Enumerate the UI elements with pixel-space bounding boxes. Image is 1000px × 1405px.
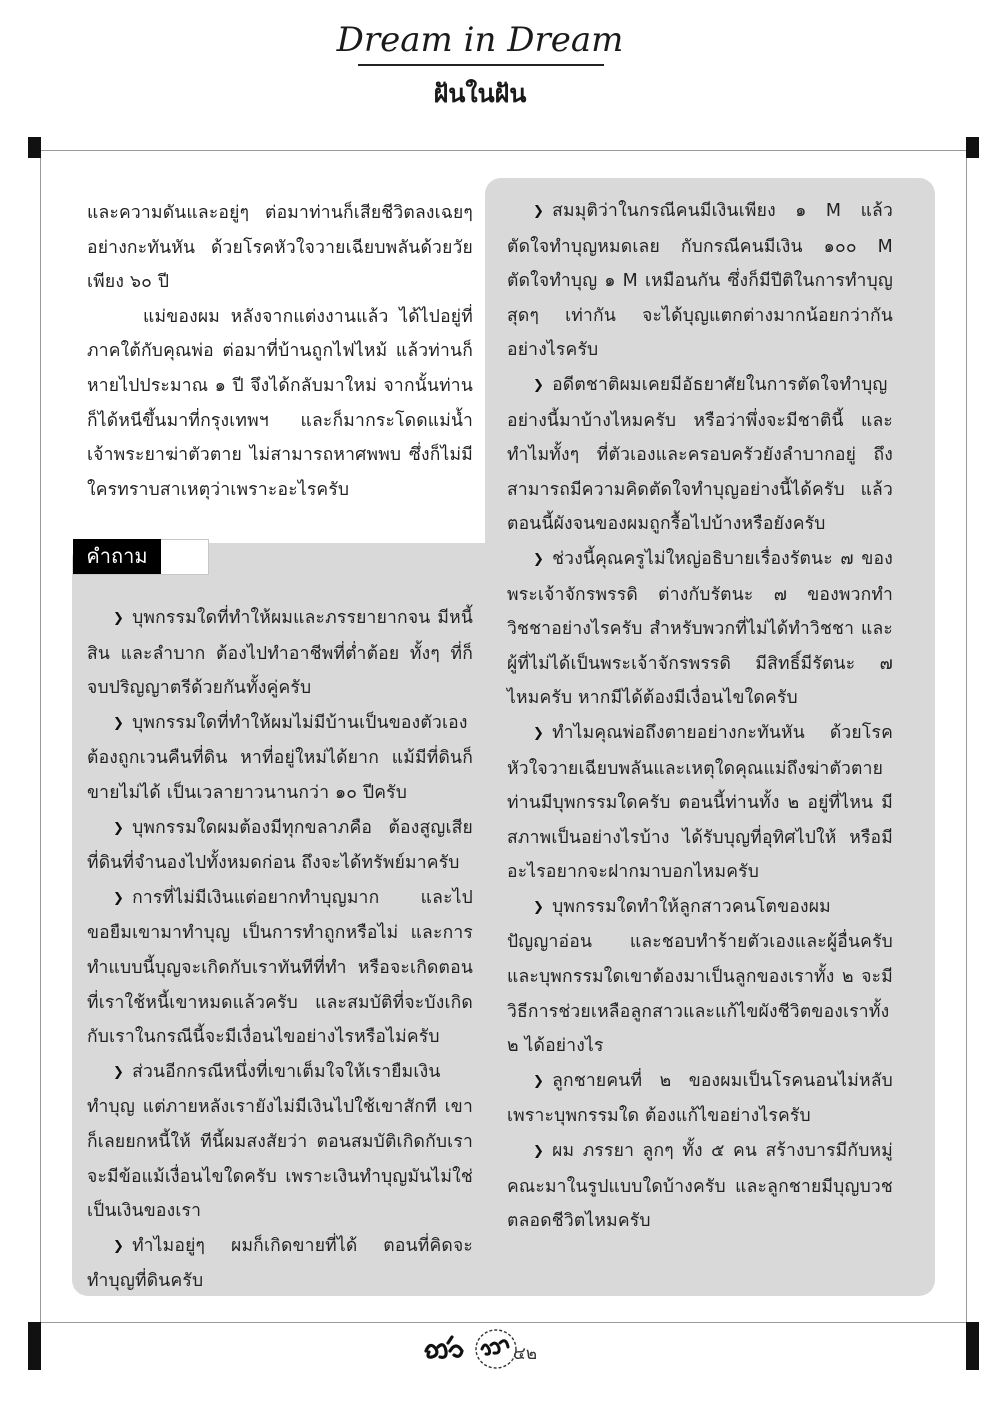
paragraph-father: และความดันและอยู่ๆ ต่อมาท่านก็เสียชีวิตลงเฉยๆ อย่างกะทันหัน ด้วยโรคหัวใจวายเฉียบพลันด้วยวัยเพียง ๖๐ ปี [87,203,473,293]
arrow-bullet-icon: ❯ [113,715,125,731]
arrow-bullet-icon: ❯ [533,1073,545,1089]
question-text: บุพกรรมใดทำให้ลูกสาวคนโตของผมปัญญาอ่อน และชอบทำร้ายตัวเองและผู้อื่นครับ และบุพกรรมใดเขาต้องมาเป็นลูกของเราทั้ง ๒ จะมีวิธีการช่วยเหลือลูกสาวและแก้ไขผังชีวิตของเราทั้ง ๒ ได้อย่างไร [507,896,893,1057]
question-text: บุพกรรมใดผมต้องมีทุกขลาภคือ ต้องสูญเสียที่ดินที่จำนองไปทั้งหมดก่อน ถึงจะได้ทรัพย์มาครับ [87,817,473,874]
arrow-bullet-icon: ❯ [113,1064,125,1080]
page-number: ๔๒ [513,1344,538,1364]
question-item [87,601,473,706]
arrow-bullet-icon: ❯ [113,890,125,906]
question-item [507,716,893,890]
frame-bottom-line [36,1322,970,1323]
frame-left-line [40,150,41,1370]
question-text: ลูกชายคนที่ ๒ ของผมเป็นโรคนอนไม่หลับ เพราะบุพกรรมใด ต้องแก้ไขอย่างไรครับ [507,1070,893,1127]
arrow-bullet-icon: ❯ [533,551,545,567]
arrow-bullet-icon: ❯ [113,611,125,626]
frame-tab-bottom-left [28,1322,41,1370]
frame-tab-top-right [966,137,979,158]
arrow-bullet-icon: ❯ [533,899,545,915]
question-text: การที่ไม่มีเงินแต่อยากทำบุญมาก และไปขอยืมเขามาทำบุญ เป็นการทำถูกหรือไม่ และการทำแบบนี้บุญจะเกิดกับเราทันทีที่ทำ หรือจะเกิดตอนที่เราใช้หนี้เขาหมดแล้วครับ และสมบัติที่จะบังเกิดกับเราในกรณีนี้จะมีเงื่อนไขอย่างไรหรือไม่ครับ [87,887,473,1048]
question-item [87,811,473,881]
title-thai: ฝันในฝัน [433,79,527,108]
question-item [507,1064,893,1134]
question-text: ผม ภรรยา ลูกๆ ทั้ง ๕ คน สร้างบารมีกับหมู่คณะมาในรูปแบบใดบ้างครับ และลูกชายมีบุญบวชตลอดชีวิตไหมครับ [507,1141,893,1232]
frame-right-line [966,150,967,1370]
arrow-bullet-icon: ❯ [533,377,545,393]
question-item [87,881,473,1055]
question-item [507,890,893,1064]
title-english: Dream in Dream [336,20,624,60]
question-text: ส่วนอีกกรณีหนึ่งที่เขาเต็มใจให้เรายืมเงินทำบุญ แต่ภายหลังเรายังไม่มีเงินไปใช้เขาสักที เขาก็เลยยกหนี้ให้ ทีนี้ผมสงสัยว่า ตอนสมบัติเกิดกับเรา จะมีข้อแม้เงื่อนไขใดครับ เพราะเงินทำบุญมันไม่ใช่เป็นเงินของเรา [87,1061,473,1222]
magazine-logo [420,1327,526,1373]
section-heading: คำถาม [73,539,161,574]
arrow-bullet-icon: ❯ [533,204,545,219]
arrow-bullet-icon: ❯ [533,1144,545,1160]
frame-tab-bottom-right [966,1322,979,1370]
question-item [87,1229,473,1299]
question-item [507,1134,893,1239]
question-item [507,542,893,716]
arrow-bullet-icon: ❯ [113,1238,125,1254]
question-text: บุพกรรมใดที่ทำให้ผมและภรรยายากจน มีหนี้สิน และลำบาก ต้องไปทำอาชีพที่ต่ำต้อย ทั้งๆ ที่ก็จบปริญญาตรีด้วยกันทั้งคู่ครับ [87,608,473,699]
question-text: ทำไมคุณพ่อถึงตายอย่างกะทันหัน ด้วยโรคหัวใจวายเฉียบพลันและเหตุใดคุณแม่ถึงฆ่าตัวตาย ท่านมีบุพกรรมใดครับ ตอนนี้ท่านทั้ง ๒ อยู่ที่ไหน มีสภาพเป็นอย่างไรบ้าง ได้รับบุญที่อุทิศไปให้ หรือมีอะไรอยากจะฝากมาบอกไหมครับ [507,722,893,883]
question-item [507,368,893,542]
question-item [87,1055,473,1229]
question-text: ช่วงนี้คุณครูไม่ใหญ่อธิบายเรื่องรัตนะ ๗ ของพระเจ้าจักรพรรดิ ต่างกับรัตนะ ๗ ของพวกทำวิชชาอย่างไรครับ สำหรับพวกที่ไม่ได้ทำวิชชา และผู้ที่ไม่ได้เป็นพระเจ้าจักรพรรดิ มีสิทธิ์มีรัตนะ ๗ ไหมครับ หากมีได้ต้องมีเงื่อนไขใดครับ [507,548,893,709]
arrow-bullet-icon: ❯ [533,725,545,741]
frame-tab-top-left [28,137,41,158]
question-text: อดีตชาติผมเคยมีอัธยาศัยในการตัดใจทำบุญอย่างนี้มาบ้างไหมครับ หรือว่าพึ่งจะมีชาตินี้ และทำไมทั้งๆ ที่ตัวเองและครอบครัวยังลำบากอยู่ ถึงสามารถมีความคิดตัดใจทำบุญอย่างนี้ได้ครับ แล้วตอนนี้ผังจนของผมถูกรื้อไปบ้างหรือยังครับ [507,374,893,535]
question-text: สมมุติว่าในกรณีคนมีเงินเพียง ๑ M แล้วตัดใจทำบุญหมดเลย กับกรณีคนมีเงิน ๑๐๐ M ตัดใจทำบุญ ๑ M เหมือนกัน ซึ่งก็มีปีติในการทำบุญสุดๆ เท่ากัน จะได้บุญแตกต่างมากน้อยกว่ากันอย่างไรครับ [507,201,893,361]
question-text: บุพกรรมใดที่ทำให้ผมไม่มีบ้านเป็นของตัวเอง ต้องถูกเวนคืนที่ดิน หาที่อยู่ใหม่ได้ยาก แม้มีที่ดินก็ขายไม่ได้ เป็นเวลายาวนานกว่า ๑๐ ปีครับ [87,712,473,803]
arrow-bullet-icon: ❯ [113,820,125,836]
paragraph-mother: แม่ของผม หลังจากแต่งงานแล้ว ได้ไปอยู่ที่ภาคใต้กับคุณพ่อ ต่อมาที่บ้านถูกไฟไหม้ แล้วท่านก็หายไปประมาณ ๑ ปี จึงได้กลับมาใหม่ จากนั้นท่านก็ได้หนีขึ้นมาที่กรุงเทพฯ และก็มากระโดดแม่น้ำเจ้าพระยาฆ่าตัวตาย ไม่สามารถหาศพพบ ซึ่งก็ไม่มีใครทราบสาเหตุว่าเพราะอะไรครับ [87,306,473,500]
left-intro-text [87,196,473,507]
right-question-list [507,194,893,1239]
question-text: ทำไมอยู่ๆ ผมก็เกิดขายที่ได้ ตอนที่คิดจะทำบุญที่ดินครับ [87,1235,473,1292]
frame-top-line [36,150,970,151]
question-item [507,194,893,368]
left-question-list [87,601,473,1299]
title-underline [358,64,604,66]
question-item [87,706,473,811]
